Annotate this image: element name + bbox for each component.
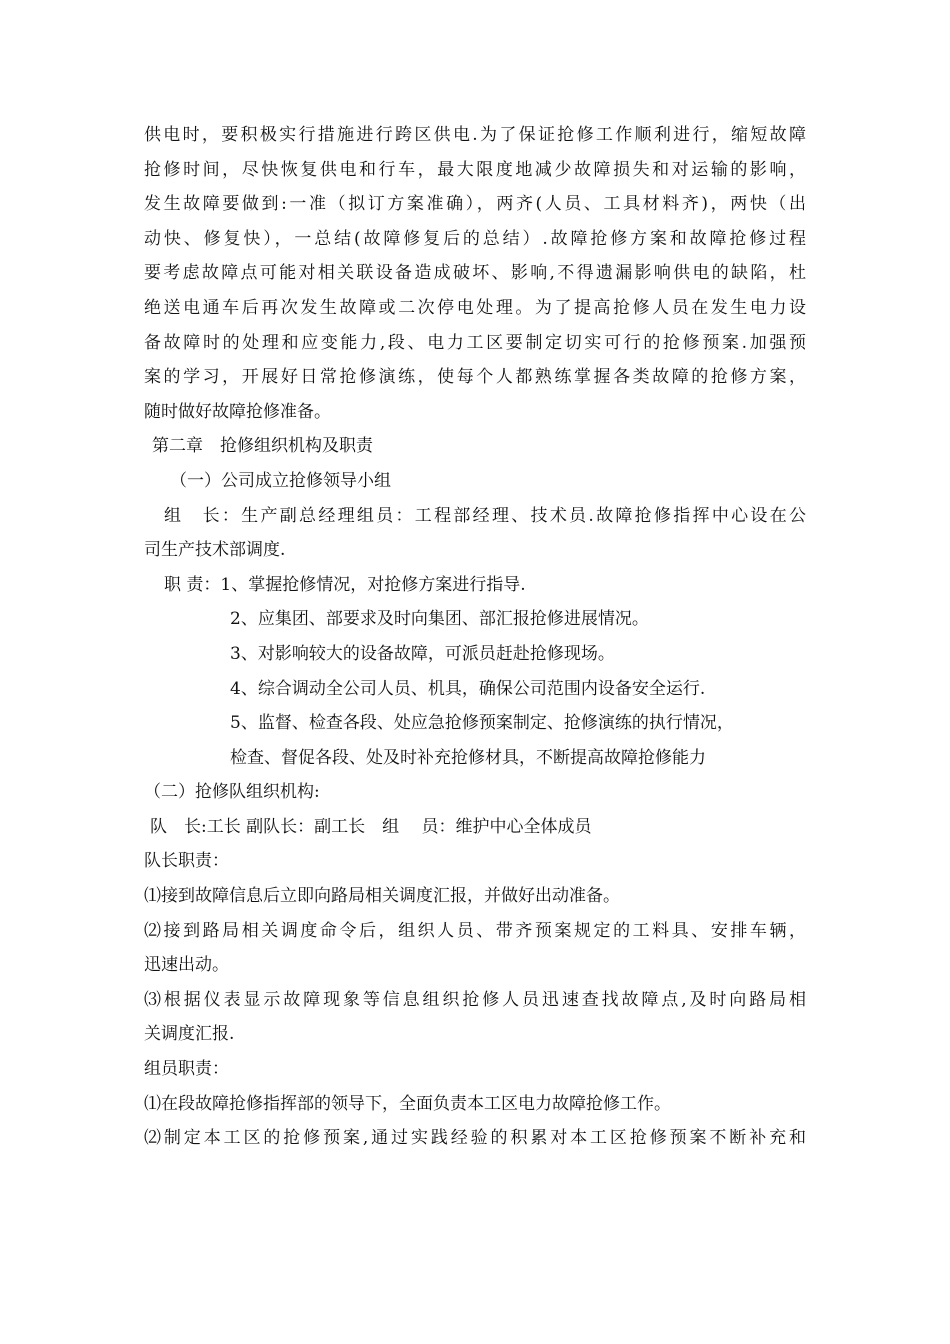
team-structure-line: 队 长:工长 副队长：副工长 组 员：维护中心全体成员 [150, 816, 592, 837]
paragraph-line: 要考虑故障点可能对相关联设备造成破坏、影响,不得遗漏影响供电的缺陷，杜 [144, 263, 806, 284]
captain-duty-item: ⑴接到故障信息后立即向路局相关调度汇报，并做好出动准备。 [144, 886, 620, 907]
duty-item: 4、综合调动全公司人员、机具，确保公司范围内设备安全运行. [230, 678, 706, 699]
duty-item: 2、应集团、部要求及时向集团、部汇报抢修进展情况。 [230, 609, 649, 630]
paragraph-line: 案的学习，开展好日常抢修演练，使每个人都熟练掌握各类故障的抢修方案， [144, 367, 806, 388]
paragraph-line: 随时做好故障抢修准备。 [144, 401, 331, 422]
captain-duty-item: ⑶根据仪表显示故障现象等信息组织抢修人员迅速查找故障点,及时向路局相 [144, 989, 806, 1010]
member-duty-item: ⑵制定本工区的抢修预案,通过实践经验的积累对本工区抢修预案不断补充和 [144, 1128, 806, 1149]
captain-duty-item: ⑵接到路局相关调度命令后，组织人员、带齐预案规定的工料具、安排车辆， [144, 920, 806, 941]
paragraph-line: 备故障时的处理和应变能力,段、电力工区要制定切实可行的抢修预案.加强预 [144, 332, 806, 353]
paragraph-line: 发生故障要做到:一准（拟订方案准确），两齐(人员、工具材料齐)，两快（出 [144, 194, 806, 215]
section-title: （一）公司成立抢修领导小组 [170, 470, 391, 491]
document-page [144, 118, 806, 1156]
chapter-title: 第二章 抢修组织机构及职责 [152, 436, 373, 457]
leader-line: 组 长：生产副总经理组员：工程部经理、技术员.故障抢修指挥中心设在公 [164, 505, 806, 526]
captain-duty-item: 关调度汇报. [144, 1024, 235, 1045]
member-duties-title: 组员职责： [144, 1059, 229, 1080]
duties-first-line [144, 568, 806, 603]
section-title: （二）抢修队组织机构: [144, 782, 320, 803]
duty-item: 5、监督、检查各段、处应急抢修预案制定、抢修演练的执行情况， [230, 713, 734, 734]
duty-item: 1、掌握抢修情况，对抢修方案进行指导. [220, 574, 526, 595]
duty-item: 3、对影响较大的设备故障，可派员赶赴抢修现场。 [230, 643, 615, 664]
paragraph-line: 抢修时间，尽快恢复供电和行车，最大限度地减少故障损失和对运输的影响， [144, 159, 806, 180]
paragraph-line: 绝送电通车后再次发生故障或二次停电处理。为了提高抢修人员在发生电力设 [144, 297, 806, 318]
paragraph-line: 动快、修复快），一总结(故障修复后的总结）.故障抢修方案和故障抢修过程 [144, 228, 806, 249]
duty-item: 检查、督促各段、处及时补充抢修材具，不断提高故障抢修能力 [230, 747, 706, 768]
paragraph-line: 供电时，要积极实行措施进行跨区供电.为了保证抢修工作顺利进行，缩短故障 [144, 125, 806, 145]
captain-duties-title: 队长职责： [144, 851, 229, 872]
leader-line: 司生产技术部调度. [144, 540, 286, 561]
member-duty-item: ⑴在段故障抢修指挥部的领导下，全面负责本工区电力故障抢修工作。 [144, 1093, 671, 1114]
captain-duty-item: 迅速出动。 [144, 955, 229, 976]
duties-label: 职 责： [164, 574, 221, 595]
